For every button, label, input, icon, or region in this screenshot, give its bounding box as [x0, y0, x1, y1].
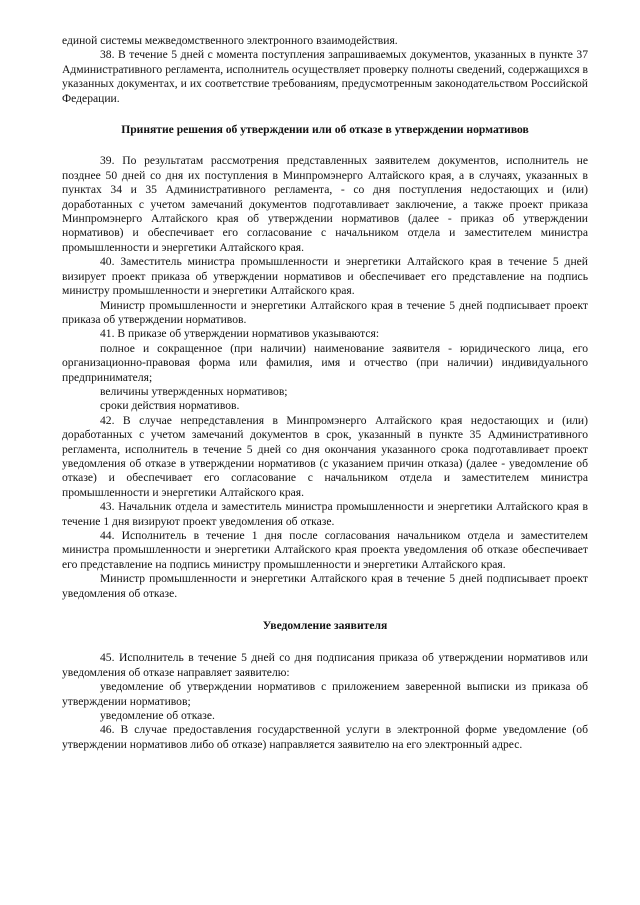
paragraph-45-item-approval: уведомление об утверждении нормативов с приложением заверенной выписки из приказа об утверждении нормативов;: [62, 680, 588, 708]
paragraph-continuation: единой системы межведомственного электронного взаимодействия.: [62, 34, 398, 47]
paragraph-40-minister: Министр промышленности и энергетики Алтайского края в течение 5 дней подписывает проект приказа об утверждении нормативов.: [62, 298, 588, 326]
paragraph-42: 42. В случае непредставления в Минпромэнерго Алтайского края недостающих и (или) доработанных с учетом замечаний документов в срок, указанный в пункте 35 Административного регламента, исполнитель в течение 5 дней со дня окончания указанного срока подготавливает проект уведомления об отказе в утверждении нормативов (с указанием причин отказа) (далее - уведомление об отказе) и обеспечивает его согласование с начальником отдела и заместителем министра промышленности и энергетики Алтайского края.: [62, 413, 588, 499]
paragraph-41-item-name: полное и сокращенное (при наличии) наименование заявителя - юридического лица, его организационно-правовая форма или фамилия, имя и отчество (при наличии) индивидуального предпринимателя;: [62, 341, 588, 384]
paragraph-38: 38. В течение 5 дней с момента поступления запрашиваемых документов, указанных в пункте 37 Административного регламента, исполнитель осуществляет проверку полноты сведений, содержащихся в указанных документах, и их соответствие требованиям, предусмотренным законодательством Российской Федерации.: [62, 48, 588, 105]
paragraph-43: 43. Начальник отдела и заместитель министра промышленности и энергетики Алтайского края в течение 1 дня визируют проект уведомления об отказе.: [62, 500, 588, 528]
paragraph-41-item-values: величины утвержденных нормативов;: [100, 384, 288, 398]
paragraph-44: 44. Исполнитель в течение 1 дня после согласования начальником отдела и заместителем министра промышленности и энергетики Алтайского края проекта уведомления об отказе обеспечивает его представление на подпись министру промышленности и энергетики Алтайского края.: [62, 529, 588, 571]
section-heading-decision: Принятие решения об утверждении или об отказе в утверждении нормативов: [121, 123, 529, 137]
paragraph-44-minister: Министр промышленности и энергетики Алтайского края в течение 5 дней подписывает проект уведомления об отказе.: [62, 572, 588, 600]
paragraph-40: 40. Заместитель министра промышленности и энергетики Алтайского края в течение 5 дней визирует проект приказа об утверждении нормативов и обеспечивает его представление на подпись министру промышленности и энергетики Алтайского края.: [62, 255, 588, 298]
section-heading-notification: Уведомление заявителя: [262, 619, 388, 633]
paragraph-41: 41. В приказе об утверждении нормативов указываются:: [100, 327, 380, 341]
paragraph-46: 46. В случае предоставления государственной услуги в электронной форме уведомление (об утверждении нормативов либо об отказе) направляется заявителю на его электронный адрес.: [62, 723, 588, 751]
paragraph-39: 39. По результатам рассмотрения представленных заявителем документов, исполнитель не позднее 50 дней со дня их поступления в Минпромэнерго Алтайского края, а в случаях, указанных в пунктах 34 и 35 Административного регламента, - со дня поступления недостающих и (или) доработанных с учетом замечаний документов подготавливает заключение, а также проект приказа Минпромэнерго Алтайского края об утверждении нормативов (далее - приказ об утверждении нормативов) и обеспечивает его согласование с начальником отдела и заместителем министра промышленности и энергетики Алтайского края.: [62, 154, 588, 254]
paragraph-45: 45. Исполнитель в течение 5 дней со дня подписания приказа об утверждении нормативов или уведомления об отказе направляет заявителю:: [62, 651, 588, 679]
paragraph-45-item-refusal: уведомление об отказе.: [100, 709, 215, 723]
document-page: [62, 34, 588, 752]
paragraph-41-item-terms: сроки действия нормативов.: [100, 399, 240, 413]
